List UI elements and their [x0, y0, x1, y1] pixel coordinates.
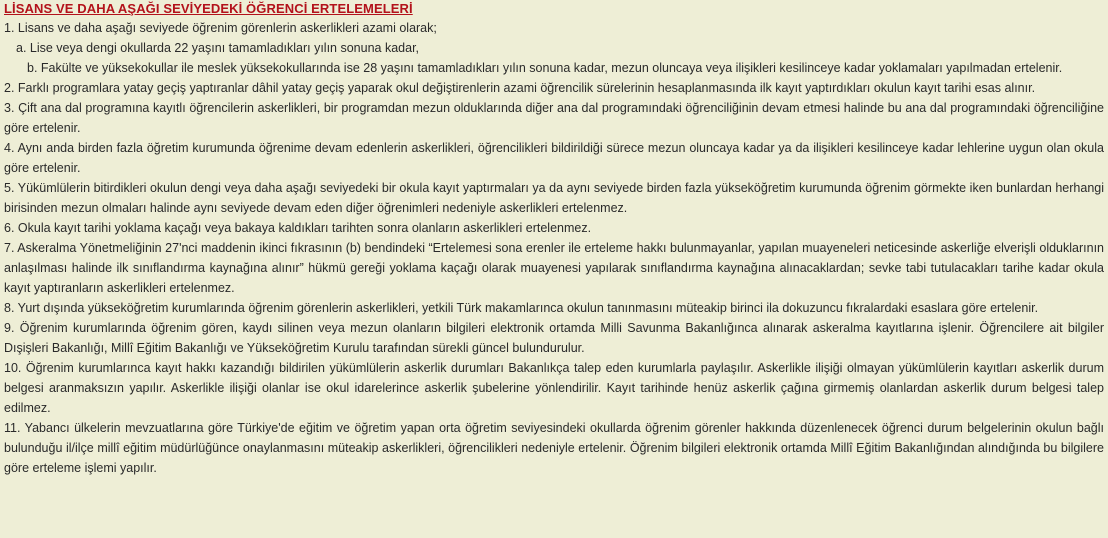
- list-item-8: 8. Yurt dışında yükseköğretim kurumlarında öğrenim görenlerin askerlikleri, yetkili Türk makamlarınca okulun tanınmasını müteakip birinci ila dokuzuncu fıkralardaki esaslara göre ertelenir.: [4, 301, 1039, 315]
- list-item-3: 3. Çift ana dal programına kayıtlı öğrencilerin askerlikleri, bir programdan mezun olduklarında diğer ana dal programındaki öğrenciliğinin devam etmesi halinde bu ana dal programındaki öğrenciliğine göre ertelenir.: [4, 101, 1104, 135]
- list-item-1a: a. Lise veya dengi okullarda 22 yaşını tamamladıkları yılın sonuna kadar,: [16, 41, 420, 55]
- list-item-4: 4. Aynı anda birden fazla öğretim kurumunda öğrenime devam edenlerin askerlikleri, öğrencilikleri bildirildiği sürece mezun oluncaya kadar ya da ilişikleri kesilinceye kadar lehlerine uygun olan okula göre ertelenir.: [4, 141, 1104, 175]
- page-title: LİSANS VE DAHA AŞAĞI SEVİYEDEKİ ÖĞRENCİ ERTELEMELERİ: [4, 1, 413, 16]
- list-item-1: 1. Lisans ve daha aşağı seviyede öğrenim görenlerin askerlikleri azami olarak;: [4, 21, 437, 35]
- list-item-7: 7. Askeralma Yönetmeliğinin 27'nci maddenin ikinci fıkrasının (b) bendindeki “Ertelemesi sona erenler ile erteleme hakkı bulunmayanlar, yapılan muayeneleri neticesinde askerliğe elverişli olduklarının anlaşılması halinde ilk sınıflandırma kaynağına alınır” hükmü gereği yoklama kaçağı olarak muayenesi yapılarak sınıflandırma kaynağına alınacaklardan; sevke tabi tutulacakları tarihe kadar okula kayıt yaptıranların askerlikleri ertelenmez.: [4, 241, 1104, 295]
- list-item-1b: b. Fakülte ve yüksekokullar ile meslek yüksekokullarında ise 28 yaşını tamamladıkları yılın sonuna kadar, mezun oluncaya veya ilişikleri kesilinceye kadar yoklamaları yapılmadan ertelenir.: [27, 61, 1063, 75]
- list-item-10: 10. Öğrenim kurumlarınca kayıt hakkı kazandığı bildirilen yükümlülerin askerlik durumları Bakanlıkça talep eden kurumlarla paylaşılır. Askerlikle ilişiği olmayan yükümlülerin kayıtları askerlik durum belgesi aranmaksızın yapılır. Askerlikle ilişiği olanlar ise okul idarelerince askerlik şubelerine yönlendirilir. Kayıt tarihinde henüz askerlik çağına girmemiş olanlardan askerlik durum belgesi talep edilmez.: [4, 361, 1104, 415]
- list-item-6: 6. Okula kayıt tarihi yoklama kaçağı veya bakaya kaldıkları tarihten sonra olanların askerlikleri ertelenmez.: [4, 221, 592, 235]
- list-item-5: 5. Yükümlülerin bitirdikleri okulun dengi veya daha aşağı seviyedeki bir okula kayıt yaptırmaları ya da aynı seviyede birden fazla yükseköğretim kurumunda öğrenim görmekte iken bunlardan herhangi birisinden mezun olmaları halinde aynı seviyede devam eden diğer öğrenimleri nedeniyle askerlikleri ertelenmez.: [4, 181, 1104, 215]
- list-item-9: 9. Öğrenim kurumlarında öğrenim gören, kaydı silinen veya mezun olanların bilgileri elektronik ortamda Milli Savunma Bakanlığınca alınarak askeralma kayıtlarına işlenir. Öğrencilere ait bilgiler Dışişleri Bakanlığı, Millî Eğitim Bakanlığı ve Yükseköğretim Kurulu tarafından sürekli güncel bulundurulur.: [4, 321, 1104, 355]
- list-item-11: 11. Yabancı ülkelerin mevzuatlarına göre Türkiye'de eğitim ve öğretim yapan orta öğretim seviyesindeki okullarda öğrenim görenler hakkında düzenlenecek öğrenci durum belgelerinin okulun bağlı bulunduğu il/ilçe millî eğitim müdürlüğünce onaylanmasını müteakip askerlikleri, öğrencilikleri nedeniyle ertelenir. Öğrenim bilgileri elektronik ortamda Millî Eğitim Bakanlığından alındığında bu bilgilere göre erteleme işlemi yapılır.: [4, 421, 1104, 475]
- list-item-2: 2. Farklı programlara yatay geçiş yaptıranlar dâhil yatay geçiş yaparak okul değiştirenlerin azami öğrencilik sürelerinin hesaplanmasında ilk kayıt yaptırdıkları okulun kayıt tarihi esas alınır.: [4, 81, 1036, 95]
